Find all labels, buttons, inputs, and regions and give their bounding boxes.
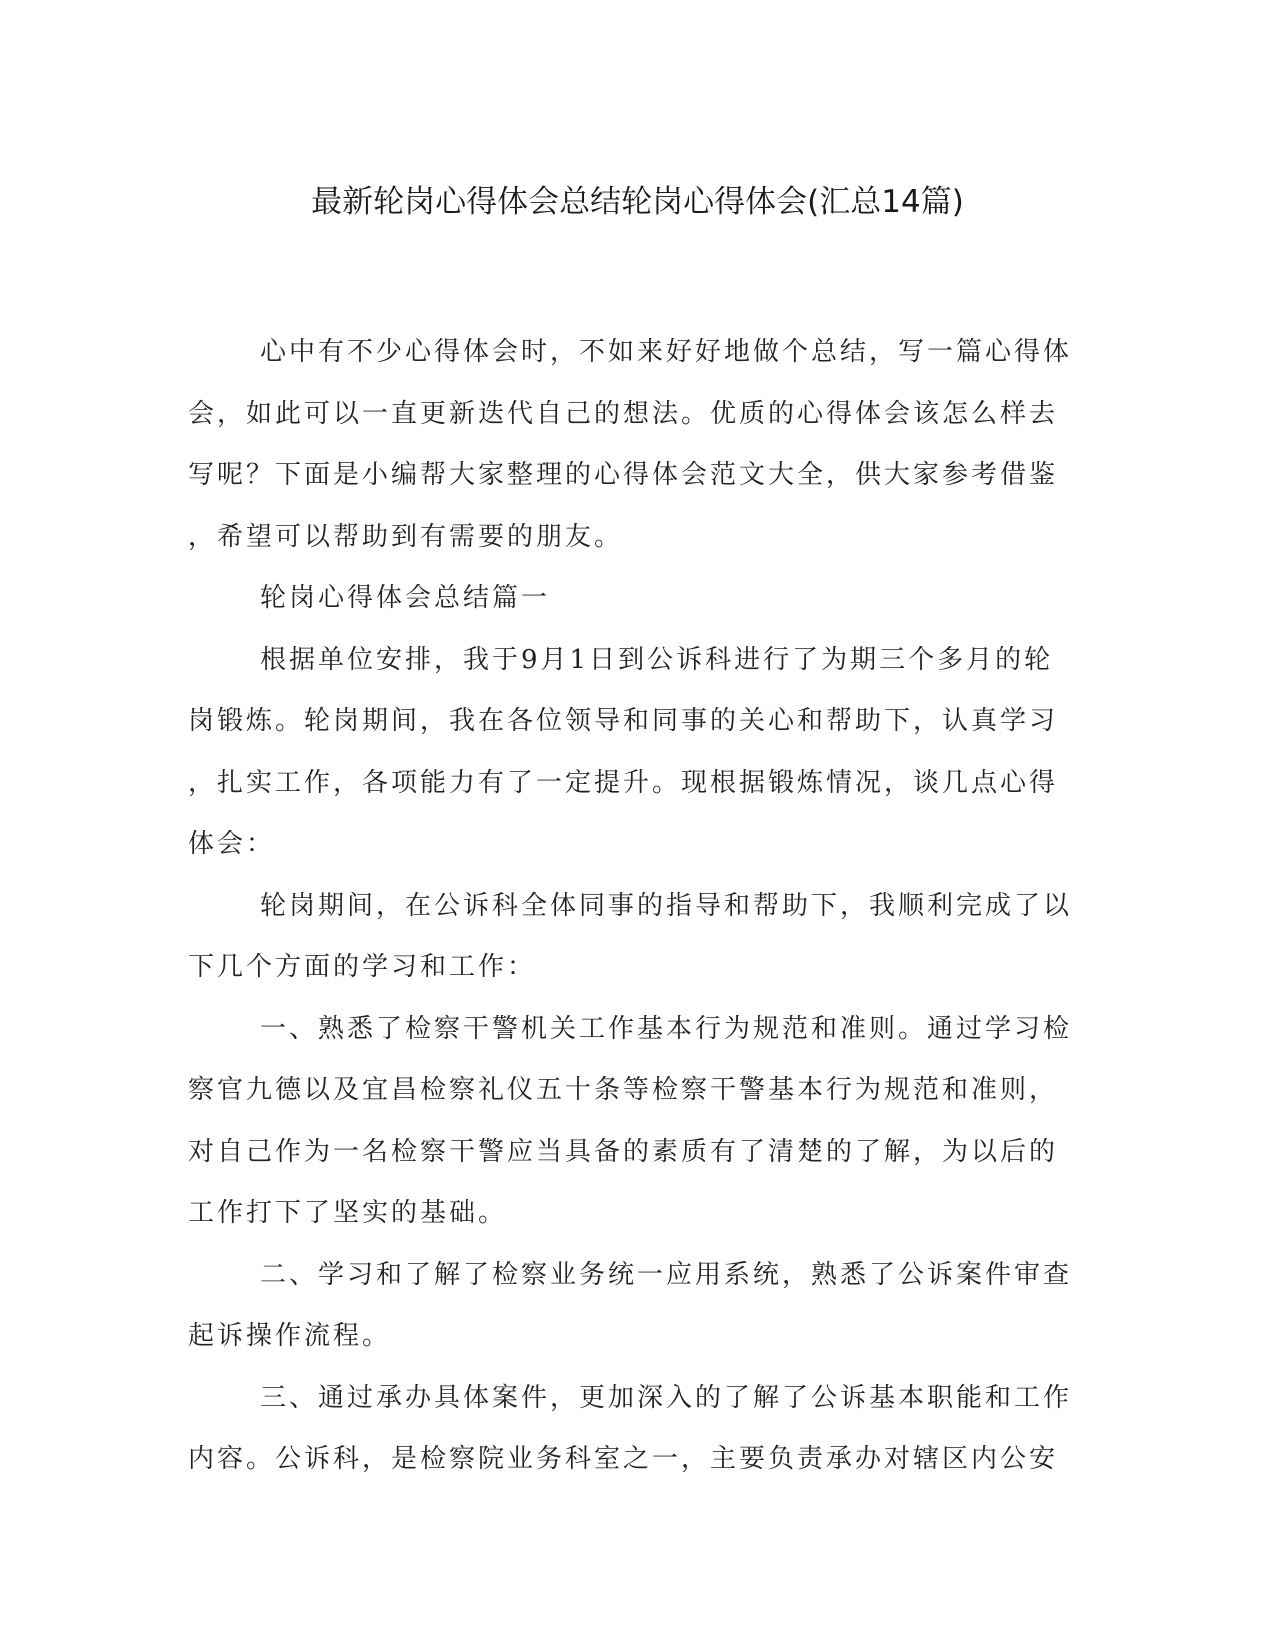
- text-line: 起诉操作流程。: [188, 1321, 392, 1351]
- paragraph: [188, 999, 1073, 1245]
- text-line: 轮岗心得体会总结篇一: [260, 583, 551, 613]
- section-heading: [188, 568, 1068, 630]
- text-line: 轮岗期间，在公诉科全体同事的指导和帮助下，我顺利完成了以: [260, 890, 1073, 921]
- paragraph: [188, 876, 1073, 999]
- paragraph: [188, 1245, 1073, 1368]
- text-line: 根据单位安排，我于9月1日到公诉科进行了为期三个多月的轮: [260, 644, 1054, 675]
- text-line: 写呢？下面是小编帮大家整理的心得体会范文大全，供大家参考借鉴: [188, 460, 1059, 490]
- text-line: 岗锻炼。轮岗期间，我在各位领导和同事的关心和帮助下，认真学习: [188, 706, 1059, 736]
- paragraph: [188, 1368, 1073, 1491]
- text-line: ，扎实工作，各项能力有了一定提升。现根据锻炼情况，谈几点心得: [188, 767, 1059, 798]
- text-line: 体会：: [188, 829, 276, 859]
- paragraph: [188, 630, 1068, 876]
- text-line: 一、熟悉了检察干警机关工作基本行为规范和准则。通过学习检: [260, 1013, 1073, 1044]
- paragraph: [188, 322, 1073, 568]
- document-title: 最新轮岗心得体会总结轮岗心得体会(汇总14篇): [311, 184, 964, 220]
- text-line: 工作打下了坚实的基础。: [188, 1198, 508, 1228]
- text-line: ，希望可以帮助到有需要的朋友。: [188, 521, 624, 552]
- text-line: 三、通过承办具体案件，更加深入的了解了公诉基本职能和工作: [260, 1382, 1073, 1413]
- text-line: 察官九德以及宜昌检察礼仪五十条等检察干警基本行为规范和准则，: [188, 1075, 1059, 1105]
- text-line: 会，如此可以一直更新迭代自己的想法。优质的心得体会该怎么样去: [188, 398, 1059, 429]
- text-line: 对自己作为一名检察干警应当具备的素质有了清楚的了解，为以后的: [188, 1136, 1059, 1167]
- text-line: 二、学习和了解了检察业务统一应用系统，熟悉了公诉案件审查: [260, 1259, 1073, 1290]
- document-body: [188, 322, 1073, 1491]
- text-line: 内容。公诉科，是检察院业务科室之一，主要负责承办对辖区内公安: [188, 1444, 1059, 1474]
- text-line: 心中有不少心得体会时，不如来好好地做个总结，写一篇心得体: [260, 337, 1073, 367]
- text-line: 下几个方面的学习和工作：: [188, 952, 537, 982]
